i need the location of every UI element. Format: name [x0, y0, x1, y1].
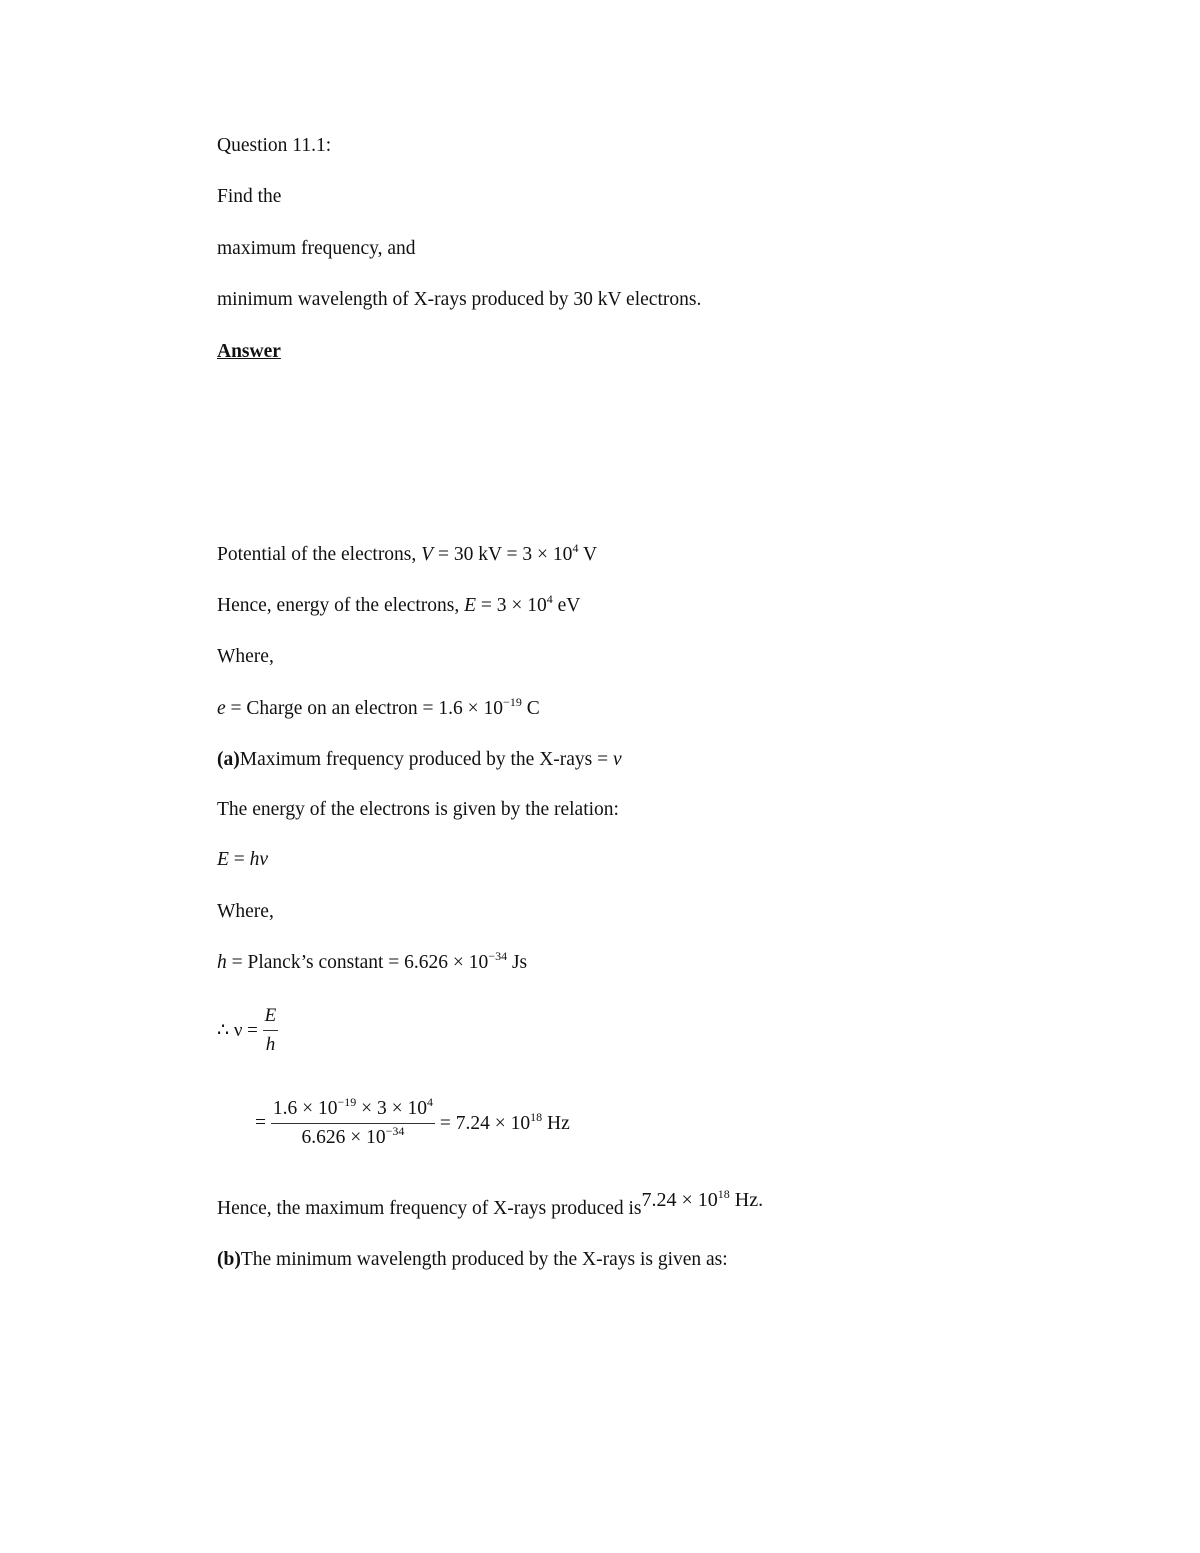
- conclusion-line: Hence, the maximum frequency of X-rays produced $is7.24 \times 10^{18}$ Hz.: [217, 1187, 764, 1219]
- where-line-2: Where,: [217, 901, 274, 922]
- nu-equation: ∴ ν = $\frac{E}{h}$: [217, 1005, 277, 1055]
- question-title: Question 11.1:: [217, 135, 332, 156]
- part-a-line: (a)Maximum frequency produced by the X-rays = ν: [217, 749, 622, 770]
- relation-line: The energy of the electrons is given by the relation:: [217, 799, 619, 820]
- question-line-2: maximum frequency, and: [217, 238, 416, 259]
- answer-heading: Answer: [217, 341, 281, 362]
- frequency-calculation: = $\frac{1.6 \times 10^{-19} \times 3 \times 10^4}{6.626 \times 10^{-34}}$ = $7.24 \times 10^{18}$ Hz: [255, 1095, 570, 1148]
- potential-line: Potential of the electrons, V = 30 kV = $3 \times 10^4$ V: [217, 541, 598, 565]
- energy-line: Hence, energy of the electrons, $E = 3 \times 10^4$ eV: [217, 592, 581, 616]
- part-b-line: (b)The minimum wavelength produced by the X-rays is given as:: [217, 1249, 728, 1270]
- where-line-1: Where,: [217, 646, 274, 667]
- charge-line: e = Charge on an electron = $1.6 \times 10^{-19}$ C: [217, 695, 540, 719]
- e-hv-equation: E = hν: [217, 849, 269, 870]
- question-line-1: Find the: [217, 186, 282, 207]
- planck-line: h = Planck’s constant = $6.626 \times 10^{-34}$ Js: [217, 949, 528, 973]
- question-line-3: minimum wavelength of X-rays produced by 30 kV electrons.: [217, 289, 702, 310]
